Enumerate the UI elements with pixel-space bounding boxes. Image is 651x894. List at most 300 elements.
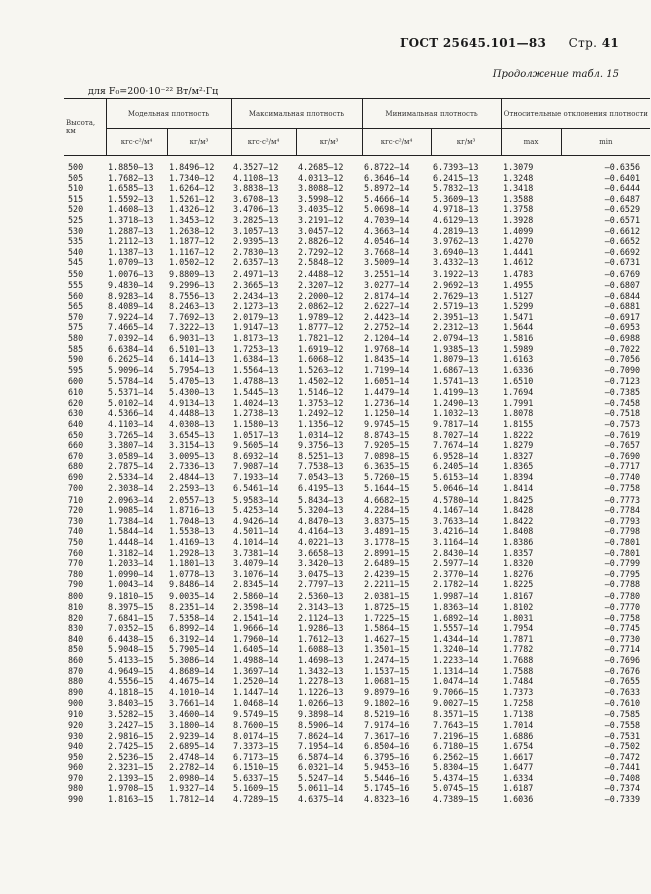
cell-max-mass: 7.9087—14 — [233, 461, 279, 472]
cell-model-mass: 1.0990—14 — [108, 568, 154, 579]
cell-deviation-max: 1.6754 — [503, 741, 534, 752]
cell-deviation-max: 1.8357 — [503, 547, 534, 558]
cell-model-mass: 4.1818—15 — [108, 686, 154, 697]
cell-model-mass: 1.5844—14 — [108, 526, 154, 537]
cell-deviation-max: 1.6187 — [503, 783, 534, 794]
cell-deviation-max: 1.3758 — [503, 204, 534, 215]
cell-max-mass: 9.5605—14 — [233, 440, 279, 451]
cell-model-mass: 1.6585—13 — [108, 183, 154, 194]
cell-max-mass: 1.1580—13 — [233, 419, 279, 430]
cell-model-density: 1.1801—13 — [169, 558, 215, 569]
cell-model-density: 1.6264—12 — [169, 183, 215, 194]
cell-model-mass: 8.9283—14 — [108, 290, 154, 301]
cell-deviation-min: —0.6401 — [604, 172, 641, 183]
cell-max-density: 9.3898—14 — [298, 709, 344, 720]
cell-min-density: 1.1032—13 — [433, 408, 479, 419]
cell-model-density: 6.3192—14 — [169, 633, 215, 644]
cell-altitude: 630 — [68, 408, 84, 419]
cell-deviation-min: —0.7655 — [604, 676, 641, 687]
cell-deviation-min: —0.7788 — [604, 579, 641, 590]
cell-deviation-min: —0.7339 — [604, 794, 641, 805]
cell-deviation-max: 1.7954 — [503, 623, 534, 634]
cell-max-mass: 4.5011—14 — [233, 526, 279, 537]
table-row — [64, 762, 650, 773]
cell-model-density: 1.5538—13 — [169, 526, 215, 537]
cell-model-mass: 8.3975—15 — [108, 601, 154, 612]
cell-deviation-min: —0.7585 — [604, 709, 641, 720]
table-row — [64, 183, 650, 194]
table-row — [64, 666, 650, 677]
cell-min-density: 3.4216—14 — [433, 526, 479, 537]
cell-max-mass: 6.5461—14 — [233, 483, 279, 494]
cell-model-mass: 1.4448—14 — [108, 537, 154, 547]
cell-model-density: 1.7340—12 — [169, 172, 215, 183]
cell-model-mass: 5.4133—15 — [108, 654, 154, 665]
cell-max-density: 4.6375—14 — [298, 794, 344, 805]
cell-min-density: 5.8304—15 — [433, 762, 479, 773]
cell-deviation-min: —0.7374 — [604, 783, 641, 794]
cell-model-density: 3.6545—13 — [169, 429, 215, 440]
cell-model-density: 7.3222—13 — [169, 322, 215, 333]
cell-min-density: 4.7389—15 — [433, 794, 479, 805]
cell-model-density: 6.8992—14 — [169, 623, 215, 634]
cell-min-density: 9.7817—14 — [433, 419, 479, 430]
cell-deviation-min: —0.7610 — [604, 698, 641, 709]
cell-min-mass: 7.0898—15 — [364, 450, 410, 461]
cell-max-density: 1.9789—12 — [298, 311, 344, 322]
cell-model-density: 5.4300—13 — [169, 387, 215, 398]
cell-min-mass: 5.1644—15 — [364, 483, 410, 494]
table-body — [64, 156, 650, 805]
cell-deviation-max: 1.3588 — [503, 193, 534, 204]
cell-model-density: 4.4488—13 — [169, 408, 215, 419]
table-row — [64, 783, 650, 794]
cell-max-mass: 1.4988—14 — [233, 654, 279, 665]
cell-model-mass: 3.3807—14 — [108, 440, 154, 451]
table-row — [64, 569, 650, 580]
cell-max-density: 8.5251—13 — [298, 450, 344, 461]
cell-deviation-min: —0.7799 — [604, 558, 641, 569]
cell-deviation-max: 1.5471 — [503, 311, 534, 322]
cell-model-mass: 2.9816—15 — [108, 730, 154, 741]
cell-deviation-min: —0.6571 — [604, 214, 641, 225]
cell-max-mass: 4.3527—12 — [233, 162, 279, 172]
cell-altitude: 920 — [68, 719, 84, 730]
cell-deviation-min: —0.6953 — [604, 322, 641, 333]
cell-model-mass: 1.3182—14 — [108, 547, 154, 558]
table-row — [64, 440, 650, 451]
cell-deviation-min: —0.6356 — [604, 162, 641, 172]
cell-model-density: 3.7661—14 — [169, 698, 215, 709]
cell-min-mass: 3.5009—14 — [364, 257, 410, 268]
cell-max-mass: 1.2738—13 — [233, 408, 279, 419]
cell-min-density: 6.2562—15 — [433, 751, 479, 762]
cell-model-mass: 2.7425—15 — [108, 741, 154, 752]
cell-deviation-min: —0.7056 — [604, 354, 641, 365]
cell-min-mass: 2.0381—15 — [364, 590, 410, 601]
cell-model-mass: 1.1387—13 — [108, 246, 154, 257]
cell-min-mass: 3.2551—14 — [364, 268, 410, 279]
cell-model-density: 2.0557—13 — [169, 494, 215, 505]
cell-max-density: 5.0611—14 — [298, 783, 344, 794]
cell-max-density: 7.1954—14 — [298, 741, 344, 752]
cell-deviation-max: 1.5816 — [503, 332, 534, 343]
cell-max-mass: 4.9426—14 — [233, 515, 279, 526]
min-unit-mass: кгс·с²/м⁴ — [362, 129, 431, 156]
cell-deviation-max: 1.4955 — [503, 279, 534, 290]
cell-altitude: 690 — [68, 472, 84, 483]
cell-model-mass: 4.5366—14 — [108, 408, 154, 419]
cell-altitude: 970 — [68, 772, 84, 783]
cell-deviation-max: 1.7871 — [503, 633, 534, 644]
cell-deviation-max: 1.8365 — [503, 461, 534, 472]
cell-model-density: 7.7692—13 — [169, 311, 215, 322]
cell-max-density: 1.4502—12 — [298, 375, 344, 386]
cell-model-density: 2.6895—14 — [169, 741, 215, 752]
cell-min-mass: 4.0546—14 — [364, 236, 410, 247]
table-row — [64, 333, 650, 344]
table-row — [64, 579, 650, 590]
cell-altitude: 720 — [68, 505, 84, 516]
cell-min-mass: 5.1745—16 — [364, 783, 410, 794]
cell-altitude: 960 — [68, 762, 84, 773]
cell-altitude: 820 — [68, 612, 84, 623]
cell-deviation-min: —0.6444 — [604, 183, 641, 194]
cell-min-density: 1.9987—14 — [433, 590, 479, 601]
cell-max-density: 2.4488—12 — [298, 268, 344, 279]
cell-max-mass: 2.4971—13 — [233, 268, 279, 279]
table-row — [64, 215, 650, 226]
model-unit-mass: кгс·с²/м⁴ — [106, 129, 167, 156]
cell-deviation-min: —0.6769 — [604, 268, 641, 279]
cell-model-mass: 1.0043—14 — [108, 579, 154, 590]
cell-deviation-max: 1.8425 — [503, 494, 534, 505]
cell-model-density: 1.4326—12 — [169, 204, 215, 215]
cell-min-mass: 2.2752—14 — [364, 322, 410, 333]
cell-model-density: 8.7556—13 — [169, 290, 215, 301]
cell-model-density: 1.4169—13 — [169, 537, 215, 547]
cell-max-density: 3.5998—12 — [298, 193, 344, 204]
cell-max-mass: 3.4706—13 — [233, 204, 279, 215]
cell-min-mass: 4.6682—15 — [364, 494, 410, 505]
cell-min-density: 6.2415—13 — [433, 172, 479, 183]
cell-max-density: 1.1226—13 — [298, 686, 344, 697]
cell-altitude: 550 — [68, 268, 84, 279]
cell-deviation-min: —0.7696 — [604, 654, 641, 665]
cell-min-mass: 2.8991—15 — [364, 547, 410, 558]
cell-model-density: 4.8689—14 — [169, 665, 215, 676]
cell-min-density: 4.2819—13 — [433, 225, 479, 236]
cell-min-mass: 1.7225—15 — [364, 612, 410, 623]
cell-model-mass: 2.0963—14 — [108, 494, 154, 505]
cell-model-density: 1.5261—12 — [169, 193, 215, 204]
cell-altitude: 575 — [68, 322, 84, 333]
cell-max-density: 6.4195—13 — [298, 483, 344, 494]
cell-min-mass: 1.1537—15 — [364, 665, 410, 676]
cell-model-mass: 1.7384—14 — [108, 515, 154, 526]
cell-model-mass: 1.2112—13 — [108, 236, 154, 247]
cell-deviation-min: —0.7801 — [604, 547, 641, 558]
cell-max-density: 2.2000—12 — [298, 290, 344, 301]
cell-model-mass: 1.2033—14 — [108, 558, 154, 569]
cell-min-mass: 9.9745—15 — [364, 419, 410, 430]
cell-max-mass: 3.2825—13 — [233, 214, 279, 225]
min-unit-density: кг/м³ — [431, 129, 501, 156]
cell-max-mass: 6.7173—15 — [233, 751, 279, 762]
cell-deviation-max: 1.8414 — [503, 483, 534, 494]
cell-deviation-min: —0.7022 — [604, 343, 641, 354]
cell-deviation-min: —0.7633 — [604, 686, 641, 697]
cell-min-density: 5.6153—14 — [433, 472, 479, 483]
cell-max-mass: 3.1076—14 — [233, 568, 279, 579]
cell-min-mass: 1.8435—14 — [364, 354, 410, 365]
cell-deviation-max: 1.8386 — [503, 537, 534, 547]
cell-max-mass: 8.6932—14 — [233, 450, 279, 461]
cell-max-mass: 1.0468—14 — [233, 698, 279, 709]
cell-deviation-max: 1.8155 — [503, 419, 534, 430]
cell-model-density: 1.7812—14 — [169, 794, 215, 805]
cell-min-density: 1.8363—14 — [433, 601, 479, 612]
cell-min-mass: 2.6227—14 — [364, 301, 410, 312]
table-continuation-caption: Продолжение табл. 15 — [492, 69, 619, 80]
cell-altitude: 580 — [68, 332, 84, 343]
cell-min-mass: 2.4239—15 — [364, 568, 410, 579]
cell-min-density: 2.9692—13 — [433, 279, 479, 290]
table-row — [64, 516, 650, 527]
cell-deviation-max: 1.6477 — [503, 762, 534, 773]
cell-max-density: 4.2685—12 — [298, 162, 344, 172]
cell-deviation-max: 1.8327 — [503, 450, 534, 461]
cell-max-density: 2.5848—12 — [298, 257, 344, 268]
cell-model-mass: 1.8163—15 — [108, 794, 154, 805]
cell-deviation-max: 1.7588 — [503, 665, 534, 676]
cell-model-mass: 3.7265—14 — [108, 429, 154, 440]
cell-min-mass: 1.9768—14 — [364, 343, 410, 354]
cell-max-density: 3.0457—12 — [298, 225, 344, 236]
table-row — [64, 613, 650, 624]
cell-max-density: 2.1124—13 — [298, 612, 344, 623]
cell-max-density: 4.0221—13 — [298, 537, 344, 547]
cell-model-density: 1.8716—13 — [169, 505, 215, 516]
cell-altitude: 800 — [68, 590, 84, 601]
cell-max-mass: 1.7960—14 — [233, 633, 279, 644]
cell-model-mass: 7.4665—14 — [108, 322, 154, 333]
cell-deviation-max: 1.3079 — [503, 162, 534, 172]
cell-deviation-min: —0.6844 — [604, 290, 641, 301]
cell-deviation-max: 1.3248 — [503, 172, 534, 183]
cell-model-mass: 1.3718—13 — [108, 214, 154, 225]
cell-model-mass: 1.2887—13 — [108, 225, 154, 236]
table-row — [64, 344, 650, 355]
cell-model-mass: 7.0352—15 — [108, 623, 154, 634]
table-row — [64, 644, 650, 655]
cell-min-mass: 1.4479—14 — [364, 387, 410, 398]
cell-model-mass: 5.9048—15 — [108, 644, 154, 655]
cell-max-density: 2.0862—12 — [298, 301, 344, 312]
table-row — [64, 697, 650, 709]
table-row — [64, 257, 650, 268]
cell-min-density: 8.3571—15 — [433, 709, 479, 720]
cell-model-density: 2.2782—14 — [169, 762, 215, 773]
cell-min-mass: 2.4423—14 — [364, 311, 410, 322]
cell-min-density: 7.7674—14 — [433, 440, 479, 451]
cell-altitude: 840 — [68, 633, 84, 644]
cell-max-density: 1.5146—12 — [298, 387, 344, 398]
cell-deviation-max: 1.4099 — [503, 225, 534, 236]
cell-max-mass: 7.3373—15 — [233, 741, 279, 752]
cell-min-density: 2.5719—13 — [433, 301, 479, 312]
cell-min-density: 2.2312—13 — [433, 322, 479, 333]
table-row — [64, 472, 650, 483]
cell-deviation-max: 1.7138 — [503, 709, 534, 720]
cell-model-mass: 9.4830—14 — [108, 279, 154, 290]
cell-model-mass: 1.8850—13 — [108, 162, 154, 172]
cell-max-density: 1.2278—13 — [298, 676, 344, 687]
cell-deviation-max: 1.5989 — [503, 343, 534, 354]
cell-deviation-max: 1.8222 — [503, 429, 534, 440]
cell-max-density: 2.5360—13 — [298, 590, 344, 601]
cell-min-mass: 5.8972—14 — [364, 183, 410, 194]
cell-deviation-min: —0.6807 — [604, 279, 641, 290]
cell-model-density: 4.9134—13 — [169, 397, 215, 408]
cell-min-mass: 1.6051—14 — [364, 375, 410, 386]
cell-altitude: 680 — [68, 461, 84, 472]
cell-max-density: 4.0313—12 — [298, 172, 344, 183]
cell-model-mass: 3.5282—15 — [108, 709, 154, 720]
cell-deviation-min: —0.7740 — [604, 472, 641, 483]
cell-deviation-min: —0.7758 — [604, 483, 641, 494]
table-row — [64, 226, 650, 237]
cell-min-mass: 5.9453—16 — [364, 762, 410, 773]
cell-altitude: 860 — [68, 654, 84, 665]
cell-model-density: 1.0778—13 — [169, 568, 215, 579]
model-unit-density: кг/м³ — [167, 129, 231, 156]
cell-max-mass: 1.6405—14 — [233, 644, 279, 655]
cell-model-density: 3.0095—13 — [169, 450, 215, 461]
cell-max-mass: 5.9583—14 — [233, 494, 279, 505]
cell-deviation-min: —0.6988 — [604, 332, 641, 343]
cell-deviation-max: 1.4441 — [503, 246, 534, 257]
cell-max-mass: 2.3665—13 — [233, 279, 279, 290]
cell-min-mass: 1.3501—15 — [364, 644, 410, 655]
cell-deviation-min: —0.7795 — [604, 568, 641, 579]
cell-max-mass: 6.1510—15 — [233, 762, 279, 773]
cell-deviation-max: 1.3418 — [503, 183, 534, 194]
cell-altitude: 700 — [68, 483, 84, 494]
cell-model-mass: 5.5371—14 — [108, 387, 154, 398]
table-row — [64, 634, 650, 645]
cell-min-density: 1.4344—14 — [433, 633, 479, 644]
cell-min-density: 7.7643—15 — [433, 719, 479, 730]
cell-max-mass: 3.6708—13 — [233, 193, 279, 204]
cell-max-density: 1.2492—12 — [298, 408, 344, 419]
cell-deviation-max: 1.8428 — [503, 505, 534, 516]
cell-min-mass: 4.7039—14 — [364, 214, 410, 225]
cell-model-mass: 7.6841—15 — [108, 612, 154, 623]
table-row — [64, 291, 650, 302]
table-row — [64, 773, 650, 784]
cell-deviation-max: 1.7014 — [503, 719, 534, 730]
cell-max-mass: 1.5564—13 — [233, 364, 279, 375]
page-label: Стр. — [568, 36, 598, 50]
cell-max-density: 1.7612—13 — [298, 633, 344, 644]
cell-max-mass: 2.0179—13 — [233, 311, 279, 322]
table-row — [64, 365, 650, 376]
cell-max-density: 2.3207—12 — [298, 279, 344, 290]
cell-deviation-min: —0.7385 — [604, 387, 641, 398]
cell-deviation-min: —0.7472 — [604, 751, 641, 762]
cell-min-mass: 1.2474—15 — [364, 654, 410, 665]
cell-altitude: 505 — [68, 172, 84, 183]
cell-altitude: 760 — [68, 547, 84, 558]
cell-model-density: 1.9327—14 — [169, 783, 215, 794]
cell-deviation-min: —0.7730 — [604, 633, 641, 644]
cell-model-density: 1.7048—13 — [169, 515, 215, 526]
table-row — [64, 419, 650, 430]
table-row — [64, 312, 650, 323]
cell-min-mass: 5.0698—14 — [364, 204, 410, 215]
table-row — [64, 752, 650, 763]
cell-model-density: 4.4675—14 — [169, 676, 215, 687]
page-header — [400, 36, 619, 50]
cell-min-density: 3.6940—13 — [433, 246, 479, 257]
cell-model-mass: 2.7875—14 — [108, 461, 154, 472]
cell-model-density: 9.8809—13 — [169, 268, 215, 279]
cell-min-density: 1.6867—13 — [433, 364, 479, 375]
cell-deviation-max: 1.8408 — [503, 526, 534, 537]
cell-max-mass: 4.1108—13 — [233, 172, 279, 183]
cell-deviation-min: —0.7745 — [604, 623, 641, 634]
cell-min-mass: 3.0277—14 — [364, 279, 410, 290]
cell-min-density: 1.1314—14 — [433, 665, 479, 676]
cell-min-density: 4.9718—13 — [433, 204, 479, 215]
cell-deviation-min: —0.7619 — [604, 429, 641, 440]
cell-deviation-max: 1.7484 — [503, 676, 534, 687]
cell-min-mass: 9.8979—16 — [364, 686, 410, 697]
cell-min-density: 1.0474—14 — [433, 676, 479, 687]
cell-deviation-min: —0.7773 — [604, 494, 641, 505]
cell-model-mass: 1.0709—13 — [108, 257, 154, 268]
cell-min-mass: 1.4627—15 — [364, 633, 410, 644]
cell-deviation-min: —0.7758 — [604, 612, 641, 623]
cell-max-density: 3.0475—13 — [298, 568, 344, 579]
cell-altitude: 585 — [68, 343, 84, 354]
cell-model-mass: 5.9096—14 — [108, 364, 154, 375]
cell-model-density: 2.2593—13 — [169, 483, 215, 494]
cell-model-density: 1.1167—12 — [169, 246, 215, 257]
cell-model-density: 1.1877—12 — [169, 236, 215, 247]
cell-model-density: 9.8486—14 — [169, 579, 215, 590]
cell-max-mass: 5.6337—15 — [233, 772, 279, 783]
cell-max-mass: 2.9395—13 — [233, 236, 279, 247]
cell-model-mass: 1.9708—15 — [108, 783, 154, 794]
cell-model-density: 2.4748—14 — [169, 751, 215, 762]
cell-max-mass: 1.9147—13 — [233, 322, 279, 333]
cell-altitude: 750 — [68, 537, 84, 547]
cell-max-density: 4.4164—13 — [298, 526, 344, 537]
cell-max-mass: 5.4253—14 — [233, 505, 279, 516]
cell-min-mass: 5.7260—15 — [364, 472, 410, 483]
cell-altitude: 540 — [68, 246, 84, 257]
cell-model-density: 6.5101—13 — [169, 343, 215, 354]
cell-model-mass: 1.0076—13 — [108, 268, 154, 279]
cell-min-mass: 4.2284—15 — [364, 505, 410, 516]
cell-altitude: 620 — [68, 397, 84, 408]
cell-altitude: 910 — [68, 709, 84, 720]
cell-deviation-max: 1.8102 — [503, 601, 534, 612]
cell-deviation-min: —0.6487 — [604, 193, 641, 204]
cell-model-density: 2.9239—14 — [169, 730, 215, 741]
